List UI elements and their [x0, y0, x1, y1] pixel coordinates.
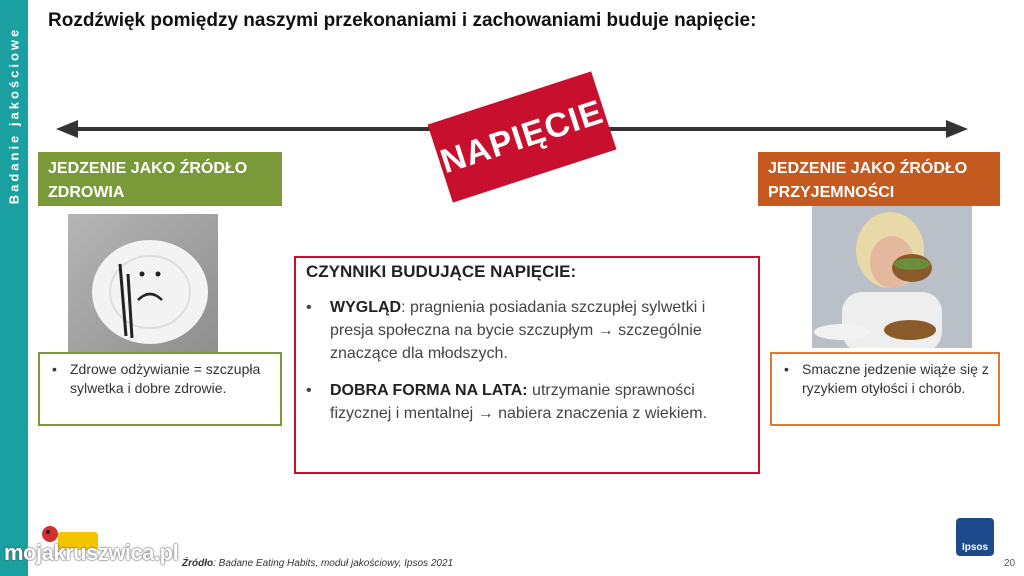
arrow-right-head	[946, 120, 968, 138]
health-bullet-text: Zdrowe odżywianie = szczupła sylwetka i dobre zdrowie.	[70, 361, 261, 396]
label-pleasure-line1: JEDZENIE JAKO ŹRÓDŁO	[768, 160, 968, 177]
source-text: : Badane Eating Habits, moduł jakościowy, Ipsos 2021	[213, 558, 454, 569]
label-health	[38, 152, 282, 206]
woman-illustration	[812, 206, 972, 348]
sidebar-label: Badanie jakościowe	[6, 26, 22, 204]
health-bullet-box	[38, 352, 282, 426]
factor-appearance-bold: WYGLĄD	[330, 299, 402, 316]
pleasure-bullet-box	[770, 352, 1000, 426]
bullet-dot: •	[52, 361, 57, 377]
tension-factors-box	[294, 256, 760, 474]
factor-appearance-text: : pragnienia posiadania szczupłej sylwetki i presja społeczna na bycie szczupłym → szczególnie znaczące dla młodszych.	[330, 299, 706, 362]
stamp-text: NAPIĘCIE	[435, 92, 608, 181]
woman-eating-burger-photo	[812, 206, 972, 348]
sad-plate-photo	[68, 214, 218, 354]
page-title: Rozdźwięk pomiędzy naszymi przekonaniami i zachowaniami buduje napięcie:	[48, 10, 757, 31]
page-number: 20	[1004, 558, 1016, 569]
source-label: Źródło	[182, 558, 214, 569]
list-item	[306, 296, 744, 365]
factor-appearance	[330, 296, 744, 365]
pleasure-bullet-text: Smaczne jedzenie wiąże się z ryzykiem otyłości i chorób.	[802, 361, 989, 396]
arrow-left-head	[56, 120, 78, 138]
plate-illustration	[68, 214, 218, 354]
list-item	[52, 360, 272, 398]
watermark: mojakruszwica.pl	[4, 540, 179, 565]
factor-fitness-text: utrzymanie sprawności fizycznej i mentalnej → nabiera znaczenia z wiekiem.	[330, 382, 708, 422]
bullet-dot: •	[784, 361, 789, 377]
list-item	[784, 360, 990, 398]
bullet-dot: •	[306, 382, 312, 399]
list-item	[306, 379, 744, 425]
label-pleasure-line2: PRZYJEMNOŚCI	[768, 184, 895, 201]
ipsos-logo	[956, 518, 994, 556]
source-note	[182, 558, 453, 569]
factor-fitness-bold: DOBRA FORMA NA LATA:	[330, 382, 528, 399]
factors-title: CZYNNIKI BUDUJĄCE NAPIĘCIE:	[306, 262, 577, 281]
label-health-line1: JEDZENIE JAKO ŹRÓDŁO	[48, 160, 248, 177]
ipsos-logo-text: Ipsos	[961, 542, 989, 553]
bullet-dot: •	[306, 299, 312, 316]
label-health-line2: ZDROWIA	[48, 184, 125, 201]
label-pleasure	[758, 152, 1000, 206]
factor-fitness	[330, 379, 744, 425]
